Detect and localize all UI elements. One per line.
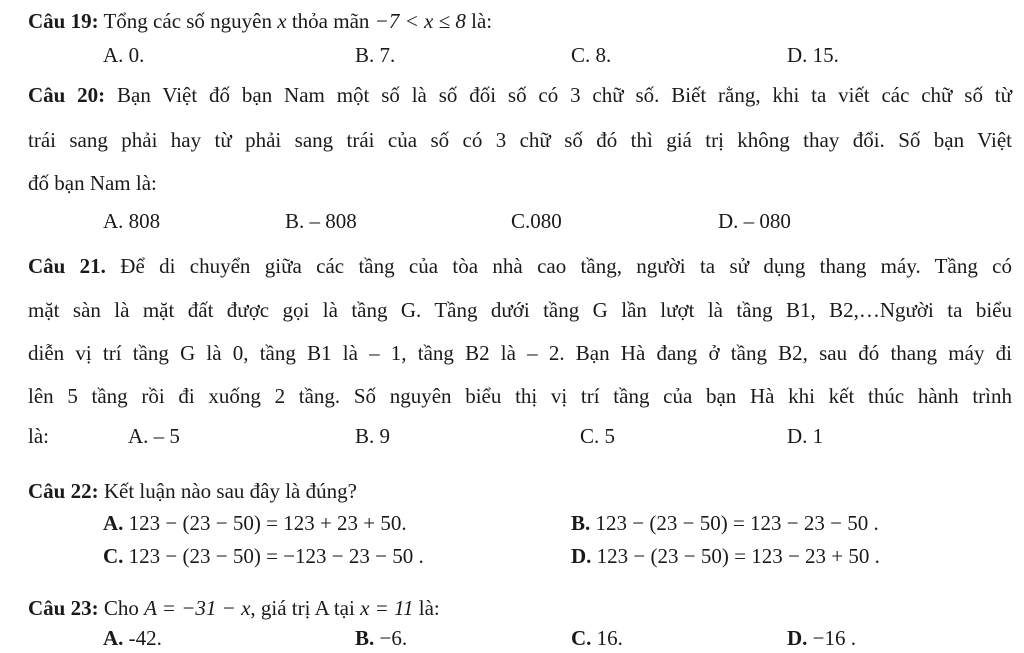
q19-option-a[interactable]: A. 0. <box>103 43 145 67</box>
q19-text-after: là: <box>471 9 493 33</box>
q23-text-mid: , giá trị A tại <box>250 596 355 620</box>
q22-option-b-text: 123 − (23 − 50) = 123 − 23 − 50 . <box>595 511 879 535</box>
q21-label: Câu 21. <box>28 254 106 278</box>
q21-option-d[interactable]: D. 1 <box>787 424 824 448</box>
q23-expression: A = −31 − x <box>144 596 251 620</box>
q22-label: Câu 22: <box>28 479 99 503</box>
q20-option-a[interactable]: A. 808 <box>103 209 161 233</box>
q21-option-a[interactable]: A. – 5 <box>128 424 180 448</box>
q20-option-b[interactable]: B. – 808 <box>285 209 357 233</box>
q21-line1: Để di chuyển giữa các tầng của tòa nhà cao tầng, người ta sử dụng thang máy. Tầng có <box>120 254 1012 278</box>
q23-letter-a: A. <box>103 626 124 650</box>
q19-condition: −7 < x ≤ 8 <box>374 9 466 33</box>
q23-value: x = 11 <box>360 596 414 620</box>
q22-option-c-text: 123 − (23 − 50) = −123 − 23 − 50 . <box>128 544 424 568</box>
q22-option-d-text: 123 − (23 − 50) = 123 − 23 + 50 . <box>596 544 880 568</box>
q23-option-a-text: -42. <box>128 626 162 650</box>
q21-stem-line3: diễn vị trí tầng G là 0, tầng B1 là – 1, tầng B2 là – 2. Bạn Hà đang ở tầng B2, sau đó thang máy đi <box>28 341 1012 365</box>
q22-letter-d: D. <box>571 544 592 568</box>
q19-option-b[interactable]: B. 7. <box>355 43 396 67</box>
q19-option-d[interactable]: D. 15. <box>787 43 839 67</box>
q23-text-before: Cho <box>103 596 139 620</box>
q23-option-c[interactable] <box>571 625 623 651</box>
q23-option-d[interactable] <box>787 625 856 651</box>
q22-stem <box>28 478 1012 504</box>
q19-option-c[interactable]: C. 8. <box>571 43 612 67</box>
q21-option-c[interactable]: C. 5 <box>580 424 616 448</box>
q20-label: Câu 20: <box>28 83 106 107</box>
q22-letter-c: C. <box>103 544 124 568</box>
q23-option-d-text: −16 . <box>812 626 857 650</box>
q23-label: Câu 23: <box>28 596 99 620</box>
q20-stem-line3: đố bạn Nam là: <box>28 171 157 195</box>
q23-option-a[interactable] <box>103 625 162 651</box>
q21-line5: là: <box>28 424 49 448</box>
q20-stem-line2: trái sang phải hay từ phải sang trái của số có 3 chữ số đó thì giá trị không thay đổi. Số bạn Việt <box>28 128 1012 152</box>
q22-option-a[interactable] <box>103 510 407 536</box>
q21-stem-line2: mặt sàn là mặt đất được gọi là tầng G. Tầng dưới tầng G lần lượt là tầng B1, B2,…Người ta biểu <box>28 298 1012 322</box>
q19-text-before: Tổng các số nguyên <box>103 9 273 33</box>
q22-letter-b: B. <box>571 511 591 535</box>
q20-stem-line1 <box>28 82 1012 108</box>
q20-line1: Bạn Việt đố bạn Nam một số là số đối số có 3 chữ số. Biết rằng, khi ta viết các chữ số từ <box>117 83 1013 107</box>
q22-option-b[interactable] <box>571 510 879 536</box>
q19-text-mid: thỏa mãn <box>291 9 370 33</box>
q20-option-d[interactable]: D. – 080 <box>718 209 791 233</box>
q19-stem <box>28 8 1012 34</box>
q21-stem-line4: lên 5 tầng rồi đi xuống 2 tầng. Số nguyên biểu thị vị trí tầng của bạn Hà khi kết thúc hành trình <box>28 384 1012 408</box>
q19-label: Câu 19: <box>28 9 99 33</box>
q22-text: Kết luận nào sau đây là đúng? <box>103 479 357 503</box>
q22-letter-a: A. <box>103 511 124 535</box>
q23-option-b[interactable] <box>355 625 407 651</box>
q20-option-c[interactable]: C.080 <box>511 209 562 233</box>
q23-text-after: là: <box>418 596 440 620</box>
q23-letter-c: C. <box>571 626 592 650</box>
q22-option-c[interactable] <box>103 543 424 569</box>
q23-option-c-text: 16. <box>596 626 623 650</box>
q23-stem <box>28 595 1012 621</box>
q23-option-b-text: −6. <box>379 626 408 650</box>
q23-letter-b: B. <box>355 626 375 650</box>
q22-option-a-text: 123 − (23 − 50) = 123 + 23 + 50. <box>128 511 407 535</box>
q21-stem-line1 <box>28 253 1012 279</box>
q23-letter-d: D. <box>787 626 808 650</box>
q19-var: x <box>277 9 287 33</box>
q21-option-b[interactable]: B. 9 <box>355 424 391 448</box>
q22-option-d[interactable] <box>571 543 880 569</box>
